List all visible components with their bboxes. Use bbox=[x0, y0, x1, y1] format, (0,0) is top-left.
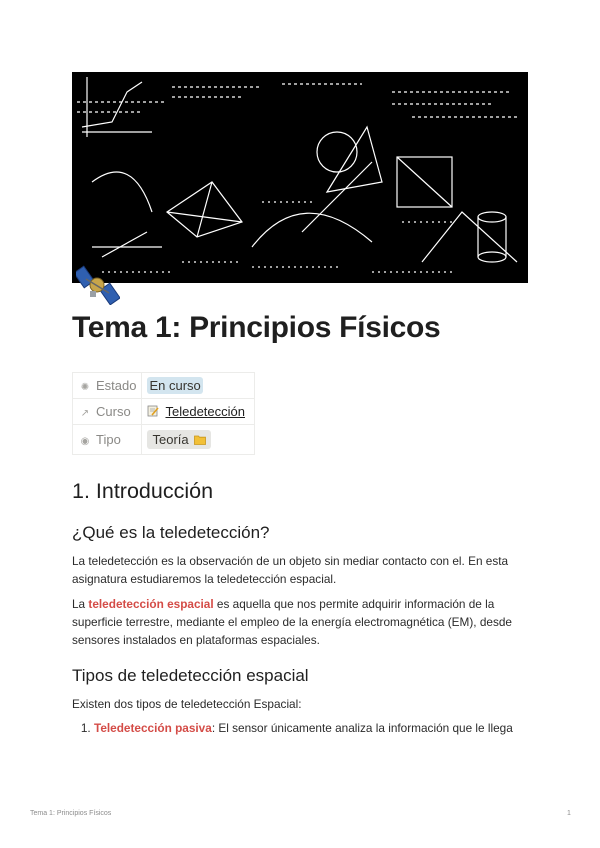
type-tag[interactable]: Teoría bbox=[142, 425, 255, 455]
heading-introduccion: 1. Introducción bbox=[72, 479, 214, 503]
footer-title: Tema 1: Principios Físicos bbox=[30, 810, 112, 817]
paragraph-tipos-intro: Existen dos tipos de teledetección Espacial: bbox=[72, 697, 302, 711]
memo-icon bbox=[147, 405, 159, 417]
heading-que-es-teledeteccion: ¿Qué es la teledetección? bbox=[72, 523, 270, 542]
loading-icon: ✺ bbox=[80, 382, 90, 393]
heading-tipos-teledeteccion: Tipos de teledetección espacial bbox=[72, 666, 309, 685]
status-value[interactable]: En curso bbox=[142, 373, 255, 399]
highlight-text: teledetección espacial bbox=[88, 597, 214, 611]
paragraph-definicion: La teledetección es la observación de un objeto sin mediar contacto con el. En esta asignatura estudiaremos la teledetección espacial. bbox=[72, 554, 509, 586]
cover-image bbox=[72, 72, 528, 283]
property-row-curso bbox=[73, 399, 255, 425]
course-link[interactable]: Teledetección bbox=[142, 399, 255, 425]
arrow-up-right-icon: ↗ bbox=[80, 408, 90, 419]
property-key: ✺ Estado bbox=[73, 373, 142, 399]
satellite-icon[interactable] bbox=[76, 265, 120, 305]
properties-table bbox=[72, 372, 255, 455]
folder-icon bbox=[194, 434, 206, 445]
page-title: Tema 1: Principios Físicos bbox=[72, 311, 441, 344]
property-key: ↗ Curso bbox=[73, 399, 142, 425]
page-number: 1 bbox=[567, 810, 571, 817]
types-list bbox=[72, 719, 550, 737]
list-item: 1. Teledetección pasiva: El sensor únicamente analiza la información que le llega bbox=[94, 719, 550, 737]
property-row-estado bbox=[73, 373, 255, 399]
highlight-text: Teledetección pasiva bbox=[94, 721, 212, 735]
property-key: ◉ Tipo bbox=[73, 425, 142, 455]
property-row-tipo bbox=[73, 425, 255, 455]
paragraph-teledeteccion-espacial: La teledetección espacial es aquella que nos permite adquirir información de la superficie terrestre, mediante el empleo de la energía electromagnética (EM), desde sensores instalados en plataformas espaciales. bbox=[72, 597, 512, 647]
radio-icon: ◉ bbox=[80, 436, 90, 447]
